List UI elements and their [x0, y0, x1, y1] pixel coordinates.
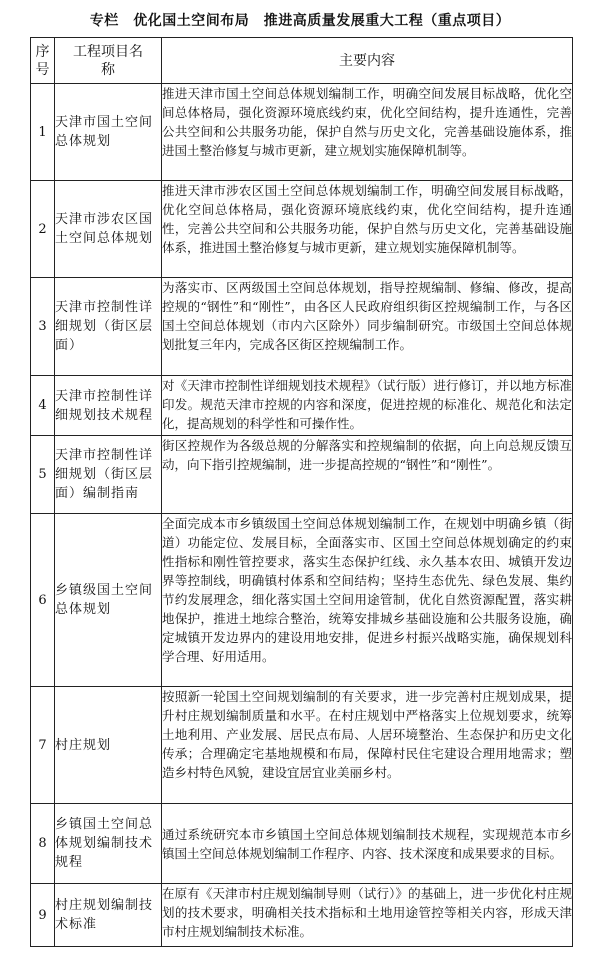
project-name: 天津市控制性详细规划技术规程 — [55, 376, 162, 436]
project-content: 在原有《天津市村庄规划编制导则（试行）》的基础上，进一步优化村庄规划的技术要求，明确相关技术指标和土地用途管控等相关内容，形成天津市村庄规划编制技术标准。 — [162, 884, 573, 947]
table-row — [31, 278, 573, 376]
row-number: 8 — [31, 804, 55, 884]
column-header-no: 序号 — [31, 38, 55, 84]
row-number: 5 — [31, 436, 55, 514]
project-content: 推进天津市涉农区国土空间总体规划编制工作，明确空间发展目标战略，优化空间总体格局，强化资源环境底线约束，优化空间结构，提升连通性，完善公共空间和公共服务功能，保护自然与历史文化，完善基础设施体系，推进国土整治修复与城市更新，建立规划实施保障机制等。 — [162, 181, 573, 278]
row-number: 1 — [31, 84, 55, 181]
row-number: 2 — [31, 181, 55, 278]
table-row — [31, 884, 573, 947]
project-name: 村庄规划 — [55, 687, 162, 804]
column-header-content: 主要内容 — [162, 38, 573, 84]
project-name: 乡镇级国土空间总体规划 — [55, 514, 162, 687]
page-title: 专栏 优化国土空间布局 推进高质量发展重大工程（重点项目） — [89, 13, 511, 29]
project-content: 推进天津市国土空间总体规划编制工作，明确空间发展目标战略，优化空间总体格局，强化资源环境底线约束，优化空间结构，提升连通性，完善公共空间和公共服务功能，保护自然与历史文化，完善基础设施体系，推进国土整治修复与城市更新，建立规划实施保障机制等。 — [162, 84, 573, 181]
row-number: 3 — [31, 278, 55, 376]
table-row — [31, 181, 573, 278]
table-row — [31, 376, 573, 436]
project-content: 为落实市、区两级国土空间总体规划，指导控规编制、修编、修改，提高控规的“钢性”和“刚性”，由各区人民政府组织街区控规编制工作，与各区国土空间总体规划（市内六区除外）同步编制研究。市级国土空间总体规划批复三年内，完成各区街区控规编制工作。 — [162, 278, 573, 376]
project-name: 乡镇国土空间总体规划编制技术规程 — [55, 804, 162, 884]
table-row — [31, 514, 573, 687]
row-number: 7 — [31, 687, 55, 804]
project-content: 全面完成本市乡镇级国土空间总体规划编制工作，在规划中明确乡镇（街道）功能定位、发展目标，全面落实市、区国土空间总体规划确定的约束性指标和刚性管控要求，落实生态保护红线、永久基本农田、城镇开发边界等控制线，明确镇村体系和空间结构；坚持生态优先、绿色发展、集约节约发展理念，细化落实国土空间用途管制，优化自然资源配置，落实耕地保护，推进土地综合整治，统筹安排城乡基础设施和公共服务设施，确定城镇开发边界内的建设用地安排，促进乡村振兴战略实施，确保规划科学合理、好用适用。 — [162, 514, 573, 687]
table-row — [31, 687, 573, 804]
row-number: 9 — [31, 884, 55, 947]
project-content: 对《天津市控制性详细规划技术规程》（试行版）进行修订，并以地方标准印发。规范天津市控规的内容和深度，促进控规的标准化、规范化和法定化，提高规划的科学性和可操作性。 — [162, 376, 573, 436]
project-content: 街区控规作为各级总规的分解落实和控规编制的依据，向上向总规反馈互动，向下指引控规编制，进一步提高控规的“钢性”和“刚性”。 — [162, 436, 573, 514]
project-content: 按照新一轮国土空间规划编制的有关要求，进一步完善村庄规划成果，提升村庄规划编制质量和水平。在村庄规划中严格落实上位规划要求，统筹土地利用、产业发展、居民点布局、人居环境整治、生态保护和历史文化传承；合理确定宅基地规模和布局，保障村民住宅建设合理用地需求；塑造乡村特色风貌，建设宜居宜业美丽乡村。 — [162, 687, 573, 804]
project-name: 村庄规划编制技术标准 — [55, 884, 162, 947]
project-name: 天津市控制性详细规划（街区层面）编制指南 — [55, 436, 162, 514]
column-header-name: 工程项目名称 — [55, 38, 162, 84]
projects-table — [30, 37, 573, 947]
table-header-row — [31, 38, 573, 84]
table-row — [31, 436, 573, 514]
table-row — [31, 84, 573, 181]
project-name: 天津市控制性详细规划（街区层面） — [55, 278, 162, 376]
project-name: 天津市国土空间总体规划 — [55, 84, 162, 181]
row-number: 4 — [31, 376, 55, 436]
table-row — [31, 804, 573, 884]
project-name: 天津市涉农区国土空间总体规划 — [55, 181, 162, 278]
row-number: 6 — [31, 514, 55, 687]
project-content: 通过系统研究本市乡镇国土空间总体规划编制技术规程，实现规范本市乡镇国土空间总体规划编制工作程序、内容、技术深度和成果要求的目标。 — [162, 804, 573, 884]
